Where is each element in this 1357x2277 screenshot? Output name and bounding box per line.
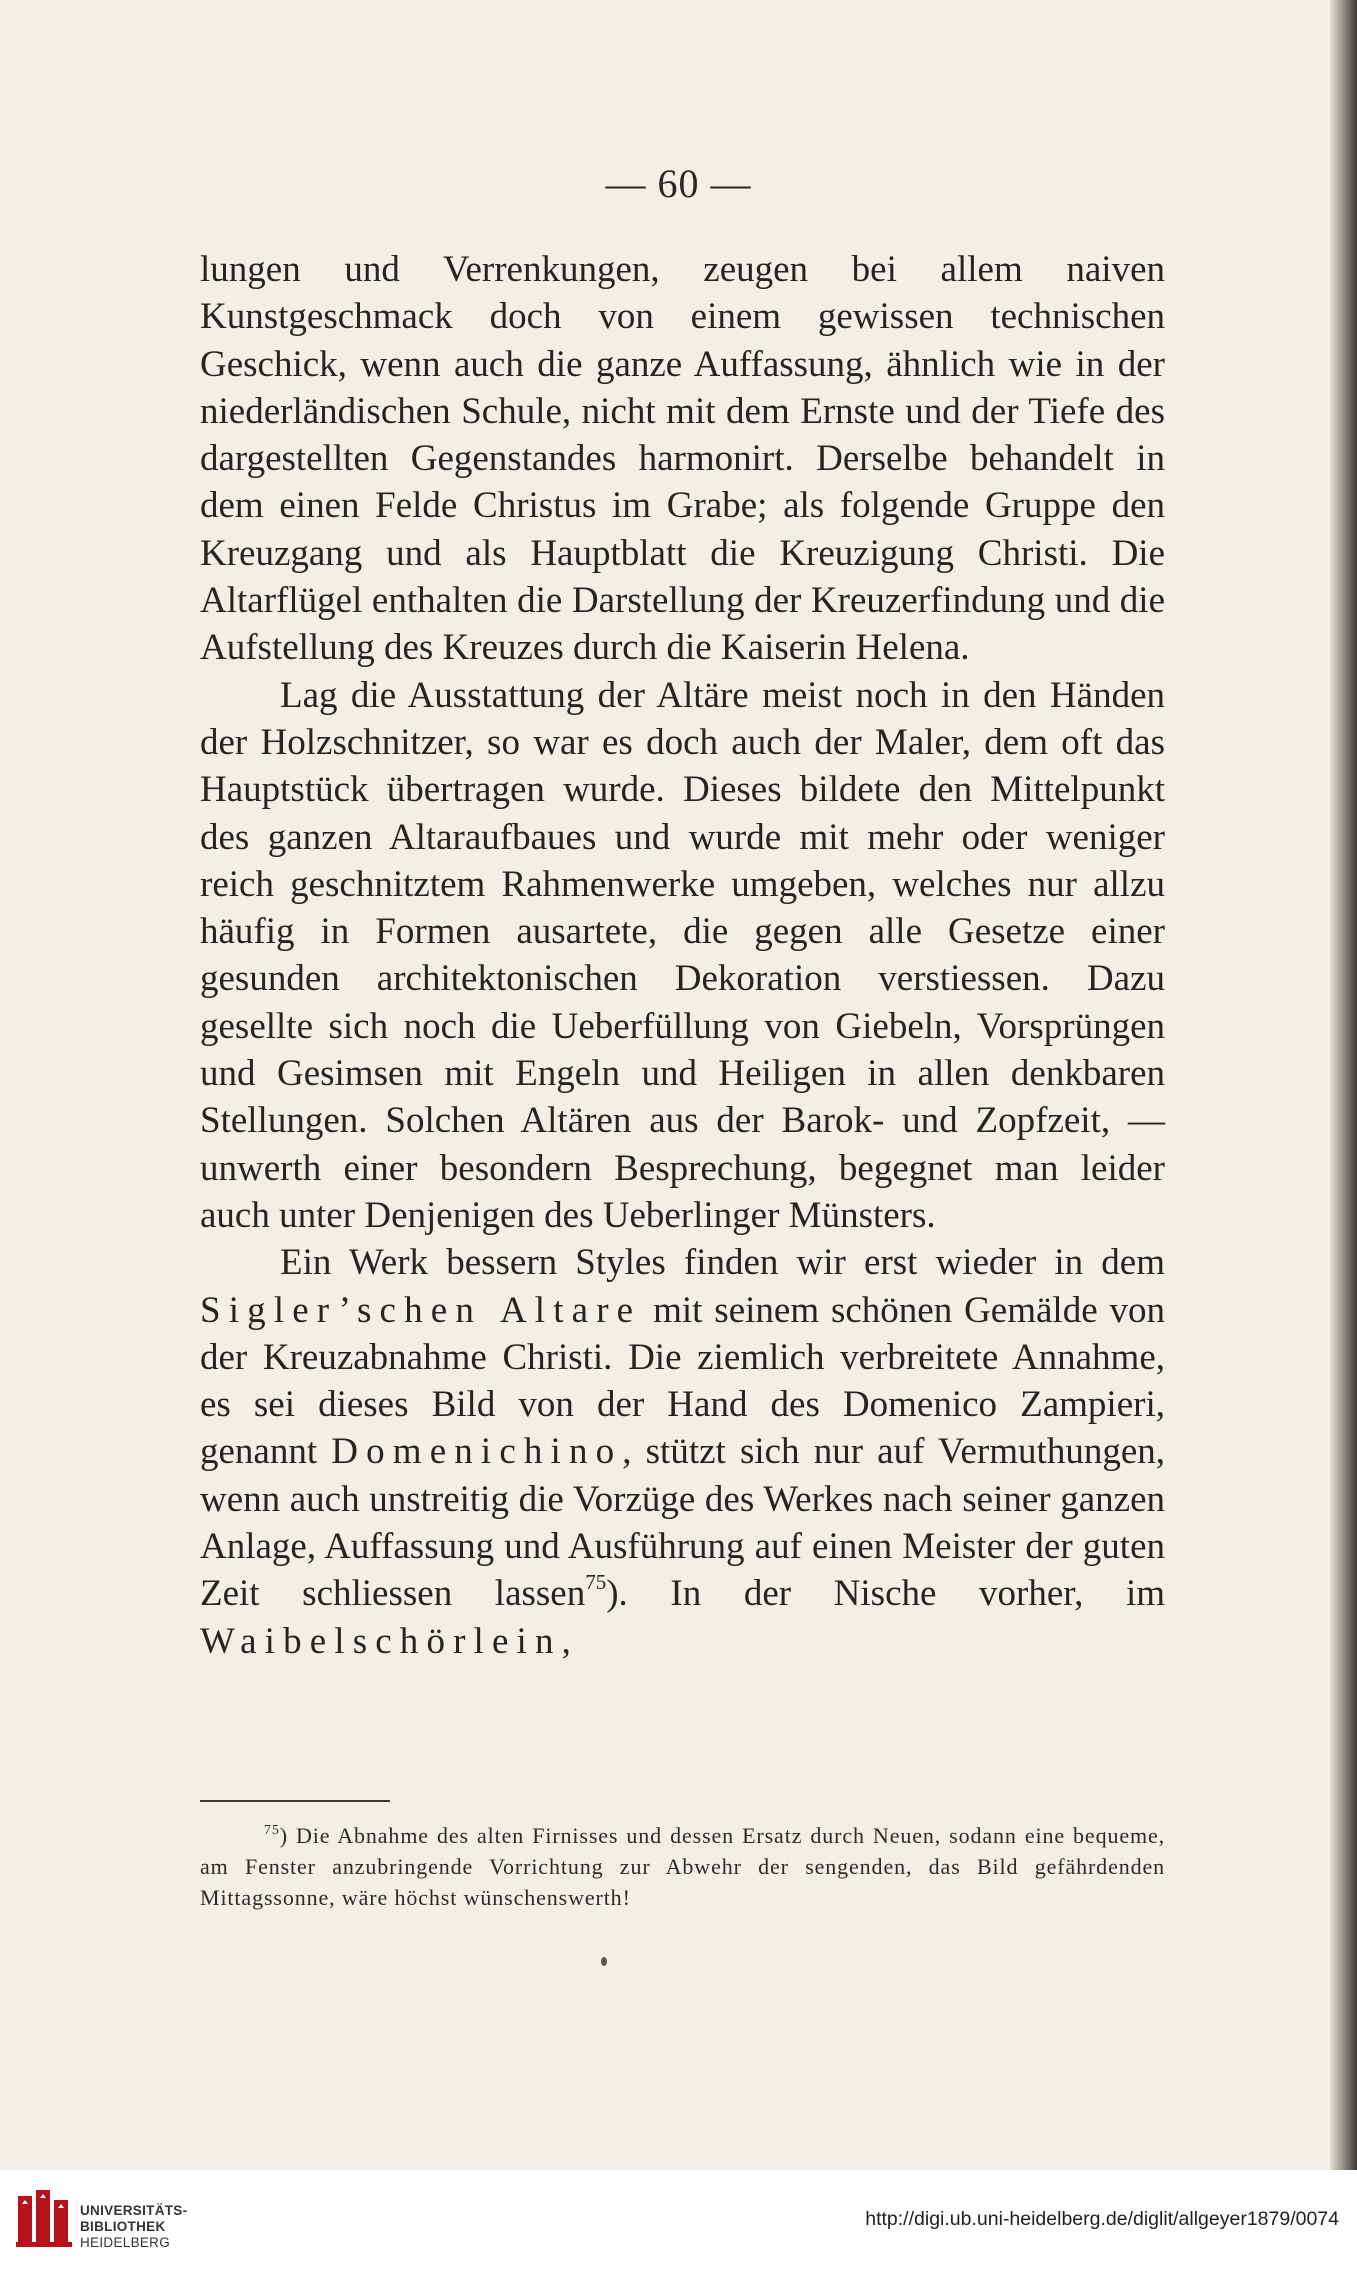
library-logo-text[interactable] — [80, 2203, 187, 2251]
page-speck — [601, 1957, 607, 1966]
paragraph-3-text: , — [561, 1620, 571, 1662]
footnote-marker: 75 — [264, 1823, 280, 1838]
spaced-name-domenichino: Domenichino — [331, 1431, 623, 1473]
spaced-name-waibelschoerlein: Waibelschörlein — [200, 1620, 562, 1662]
paragraph-3 — [200, 1239, 1165, 1665]
paragraph-3-text: Ein Werk bessern Styles finden wir erst wieder in dem — [280, 1242, 1165, 1284]
footnote-paragraph — [200, 1820, 1165, 1913]
source-url-link[interactable]: http://digi.ub.uni-heidelberg.de/diglit/allgeyer1879/0074 — [865, 2208, 1339, 2230]
page-edge-shadow — [1330, 0, 1357, 2170]
spaced-name-sigler-altar: Sigler’schen Altare — [200, 1289, 642, 1331]
paragraph-3-text: , stützt sich nur auf Vermuthungen, wenn auch unstreitig die Vorzüge des Werkes nach seiner ganzen Anlage, Auffassung und Ausführung auf einen Meister der guten Zeit schliessen lassen — [200, 1431, 1165, 1615]
library-logo-icon[interactable] — [14, 2186, 74, 2250]
paragraph-1: lungen und Verrenkungen, zeugen bei allem naiven Kunstgeschmack doch von einem gewissen technischen Geschick, wenn auch die ganze Auffassung, ähnlich wie in der niederländischen Schule, nicht mit dem Ernste und der Tiefe des dargestellten Gegenstandes harmonirt. Derselbe behandelt in dem einen Felde Christus im Grabe; als folgende Gruppe den Kreuzgang und als Hauptblatt die Kreuzigung Christi. Die Altarflügel enthalten die Darstellung der Kreuzerfindung und die Aufstellung des Kreuzes durch die Kaiserin Helena. — [200, 249, 1165, 669]
logo-line-1: UNIVERSITÄTS- — [80, 2203, 188, 2218]
page-number: — 60 — — [605, 161, 752, 206]
footnote — [200, 1820, 1165, 1913]
logo-line-2: BIBLIOTHEK — [80, 2219, 166, 2234]
paragraph-3-text: ). In der Nische vorher, im — [606, 1573, 1165, 1615]
footnote-divider — [200, 1800, 390, 1802]
paragraph-3-text: mit seinem schönen Gemälde von der Kreuzabnahme Christi. Die ziemlich verbreitete Annahme, es sei dieses Bild von der Hand des Domenico Zampieri, genannt — [200, 1289, 1166, 1473]
body-text — [200, 246, 1165, 1665]
footnote-reference[interactable]: 75 — [585, 1570, 607, 1595]
footnote-text: ) Die Abnahme des alten Firnisses und dessen Ersatz durch Neuen, sodann eine bequeme, am Fenster anzubringende Vorrichtung zur Abwehr der sengenden, das Bild gefährdenden Mittagssonne, wäre höchst wünschenswerth! — [200, 1823, 1165, 1910]
logo-line-3: HEIDELBERG — [80, 2235, 171, 2250]
paragraph-2: Lag die Ausstattung der Altäre meist noch in den Händen der Holzschnitzer, so war es doch auch der Maler, dem oft das Hauptstück übertragen wurde. Dieses bildete den Mittelpunkt des ganzen Altaraufbaues und wurde mit mehr oder weniger reich geschnitztem Rahmenwerke umgeben, welches nur allzu häufig in Formen ausartete, die gegen alle Gesetze einer gesunden architektonischen Dekoration verstiessen. Dazu gesellte sich noch die Ueberfüllung von Giebeln, Vorsprüngen und Gesimsen mit Engeln und Heiligen in allen denkbaren Stellungen. Solchen Altären aus der Barok- und Zopfzeit, — unwerth einer besondern Besprechung, begegnet man leider auch unter Denjenigen des Ueberlinger Münsters. — [200, 674, 1165, 1236]
